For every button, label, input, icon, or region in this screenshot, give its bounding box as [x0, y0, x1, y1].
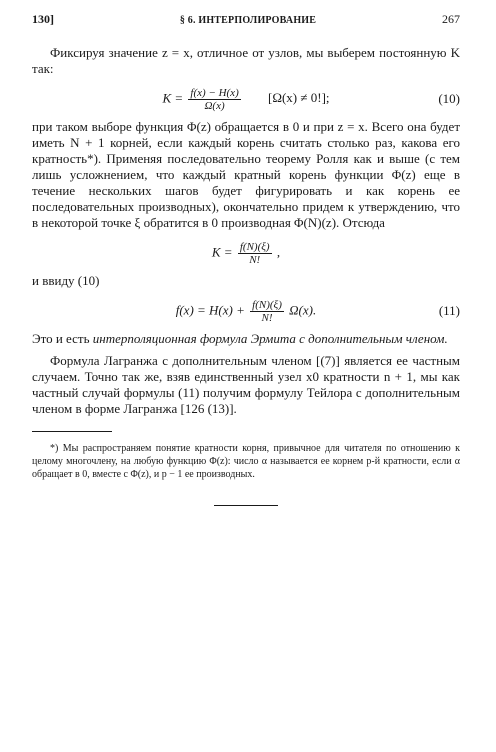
formula-10 — [32, 81, 460, 113]
paragraph-1: Фиксируя значение z = x, отличное от узлов, мы выберем постоянную K так: — [32, 45, 460, 76]
paragraph-5: Формула Лагранжа с дополнительным членом [(7)] является ее частным случаем. Точно так же, взяв единственный узел x0 кратности n + 1, мы как частный случай формулы (11) получим формулу Тейлора с дополнительным членом в форме Лагранжа [126 (13)]. — [32, 353, 460, 416]
formula-11-numerator: f(N)(ξ) — [252, 299, 282, 311]
formula-11-rhs: Ω(x). — [289, 302, 317, 318]
formula-k-tail: , — [276, 244, 281, 260]
paragraph-4-lead: Это и есть — [32, 331, 93, 346]
paragraph-3: и ввиду (10) — [32, 273, 100, 288]
formula-k-fraction — [238, 241, 272, 266]
formula-k-numerator: f(N)(ξ) — [239, 241, 270, 253]
formula-10-condition: [Ω(x) ≠ 0!]; — [267, 90, 330, 106]
footnote: *) Мы распространяем понятие кратности корня, привычное для читателя по отношению к целому многочлену, на любую функцию Φ(z): число α называется ее корнем p-й кратности, если α обращает в 0, вместе с Φ(z), и p − 1 ее производных. — [32, 443, 460, 480]
formula-k — [32, 235, 460, 267]
formula-11 — [32, 293, 460, 325]
page-number: 267 — [442, 12, 460, 26]
formula-10-fraction — [188, 87, 240, 112]
page-section-ref: 130] — [32, 12, 54, 26]
formula-k-lhs: K = — [211, 244, 233, 260]
formula-10-lhs: K = — [162, 90, 184, 106]
footnote-divider — [32, 431, 112, 432]
book-page — [32, 12, 460, 506]
running-header — [32, 12, 460, 27]
formula-10-denominator: Ω(x) — [204, 100, 225, 112]
formula-11-lhs: f(x) = H(x) + — [175, 302, 245, 318]
formula-10-label: (10) — [438, 91, 460, 106]
paragraph-4-emphasis: интерполяционная формула Эрмита с дополнительным членом. — [92, 331, 448, 346]
formula-11-denominator: N! — [261, 312, 273, 324]
end-of-page-rule — [214, 505, 278, 506]
paragraph-4 — [32, 331, 460, 347]
formula-k-denominator: N! — [249, 254, 261, 266]
formula-10-numerator: f(x) − H(x) — [190, 87, 239, 99]
paragraph-2: при таком выборе функция Φ(z) обращается в 0 и при z = x. Всего она будет иметь N + 1 корней, если каждый корень считать столько раз, какова его кратность*). Применяя последовательно теорему Ролля как и выше (с тем лишь усложнением, что каждый кратный корень функции Φ(z) еще в течение нескольких шагов будет фигурировать и как корень ее последовательных производных), окончательно придем к утверждению, что в некоторой точке ξ обратится в 0 производная Φ(N)(z). Отсюда — [32, 119, 460, 230]
chapter-title: § 6. ИНТЕРПОЛИРОВАНИЕ — [179, 15, 317, 26]
formula-11-fraction — [250, 299, 284, 324]
formula-11-label: (11) — [438, 303, 460, 318]
